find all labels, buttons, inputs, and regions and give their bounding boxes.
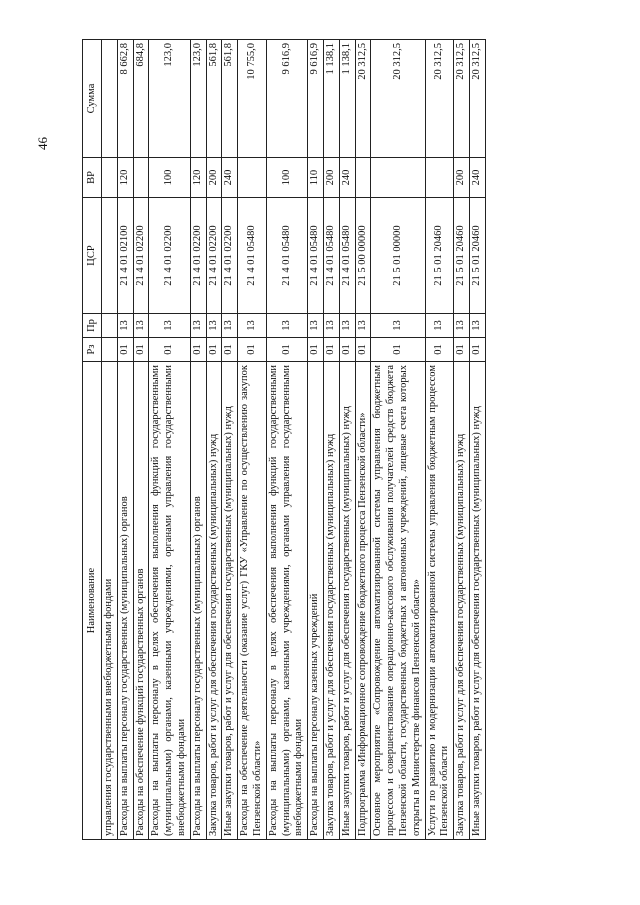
cell-sum: 8 662,8 <box>117 40 133 158</box>
cell-csr: 21 4 01 02200 <box>190 198 206 314</box>
cell-vr: 110 <box>308 158 324 198</box>
cell-name: Услуги по развитию и модернизации автоматизированной системы управления бюджетным процессом Пензенской области <box>425 362 454 840</box>
cell-pr: 13 <box>308 314 324 338</box>
cell-vr <box>102 158 118 198</box>
cell-csr: 21 4 01 02100 <box>117 198 133 314</box>
cell-rz: 01 <box>149 338 190 362</box>
cell-csr <box>102 198 118 314</box>
table-row <box>190 40 206 840</box>
cell-name: Подпрограмма «Информационное сопровождение бюджетного процесса Пензенской области» <box>355 362 371 840</box>
cell-vr <box>133 158 149 198</box>
cell-pr: 13 <box>149 314 190 338</box>
table-row <box>454 40 470 840</box>
cell-sum: 561,8 <box>206 40 222 158</box>
cell-rz: 01 <box>323 338 339 362</box>
cell-sum: 1 138,1 <box>339 40 355 158</box>
cell-vr: 100 <box>149 158 190 198</box>
cell-sum: 10 755,0 <box>238 40 267 158</box>
cell-vr: 120 <box>117 158 133 198</box>
cell-pr: 13 <box>339 314 355 338</box>
cell-name: Расходы на выплаты персоналу казенных учреждений <box>308 362 324 840</box>
cell-csr: 21 4 01 05480 <box>308 198 324 314</box>
cell-pr: 13 <box>266 314 307 338</box>
cell-rz: 01 <box>371 338 425 362</box>
table-row <box>149 40 190 840</box>
cell-sum: 123,0 <box>190 40 206 158</box>
header-rz: Рз <box>83 338 102 362</box>
cell-name: Расходы на обеспечение деятельности (оказание услуг) ГКУ «Управление по осуществлению закупок Пензенской области» <box>238 362 267 840</box>
cell-rz: 01 <box>133 338 149 362</box>
page-number: 46 <box>35 137 50 150</box>
table-row <box>266 40 307 840</box>
table-header-row <box>83 40 102 840</box>
rotated-table-container <box>82 40 582 840</box>
cell-name: Расходы на выплаты персоналу государственных (муниципальных) органов <box>117 362 133 840</box>
cell-csr: 21 4 01 02200 <box>206 198 222 314</box>
cell-vr: 240 <box>469 158 485 198</box>
cell-vr: 200 <box>206 158 222 198</box>
table-row <box>133 40 149 840</box>
cell-rz: 01 <box>355 338 371 362</box>
cell-name: Закупка товаров, работ и услуг для обеспечения государственных (муниципальных) нужд <box>323 362 339 840</box>
cell-name: Иные закупки товаров, работ и услуг для обеспечения государственных (муниципальных) нужд <box>339 362 355 840</box>
cell-vr <box>371 158 425 198</box>
cell-rz: 01 <box>238 338 267 362</box>
cell-pr <box>102 314 118 338</box>
cell-pr: 13 <box>425 314 454 338</box>
cell-vr: 240 <box>222 158 238 198</box>
cell-csr: 21 4 01 05480 <box>238 198 267 314</box>
cell-pr: 13 <box>454 314 470 338</box>
cell-vr: 200 <box>454 158 470 198</box>
cell-sum: 9 616,9 <box>266 40 307 158</box>
budget-table <box>82 39 486 840</box>
header-vr: ВР <box>83 158 102 198</box>
table-row <box>323 40 339 840</box>
cell-csr: 21 4 01 05480 <box>339 198 355 314</box>
cell-pr: 13 <box>190 314 206 338</box>
cell-name: Основное мероприятие «Сопровождение автоматизированной системы управления бюджетным процессом и совершенствование операционно-кассового обслуживания получателей средств бюджета Пензенской области, государственных бюджетных и автономных учреждений, лицевые счета которых открыты в Министерстве финансов Пензенской области» <box>371 362 425 840</box>
cell-sum: 123,0 <box>149 40 190 158</box>
cell-rz: 01 <box>190 338 206 362</box>
cell-pr: 13 <box>206 314 222 338</box>
table-row <box>238 40 267 840</box>
cell-rz: 01 <box>117 338 133 362</box>
cell-pr: 13 <box>469 314 485 338</box>
cell-name: Расходы на выплаты персоналу государственных (муниципальных) органов <box>190 362 206 840</box>
cell-name: Закупка товаров, работ и услуг для обеспечения государственных (муниципальных) нужд <box>206 362 222 840</box>
cell-csr: 21 4 01 02200 <box>133 198 149 314</box>
cell-sum: 1 138,1 <box>323 40 339 158</box>
cell-sum: 20 312,5 <box>469 40 485 158</box>
cell-vr <box>355 158 371 198</box>
header-pr: Пр <box>83 314 102 338</box>
table-row <box>117 40 133 840</box>
cell-vr <box>238 158 267 198</box>
cell-pr: 13 <box>222 314 238 338</box>
header-sum: Сумма <box>83 40 102 158</box>
table-row <box>206 40 222 840</box>
cell-csr: 21 4 01 05480 <box>323 198 339 314</box>
table-row <box>371 40 425 840</box>
cell-pr: 13 <box>117 314 133 338</box>
cell-pr: 13 <box>133 314 149 338</box>
cell-vr: 200 <box>323 158 339 198</box>
cell-rz <box>102 338 118 362</box>
cell-name: Расходы на выплаты персоналу в целях обеспечения выполнения функций государственными (муниципальными) органами, казенными учреждениями, органами управления государственными внебюджетными фондами <box>266 362 307 840</box>
table-row <box>339 40 355 840</box>
table-row <box>308 40 324 840</box>
cell-rz: 01 <box>308 338 324 362</box>
cell-pr: 13 <box>238 314 267 338</box>
cell-csr: 21 5 01 00000 <box>371 198 425 314</box>
cell-sum: 20 312,5 <box>454 40 470 158</box>
cell-csr: 21 4 01 05480 <box>266 198 307 314</box>
cell-rz: 01 <box>425 338 454 362</box>
cell-rz: 01 <box>339 338 355 362</box>
header-csr: ЦСР <box>83 198 102 314</box>
table-row <box>355 40 371 840</box>
cell-rz: 01 <box>266 338 307 362</box>
table-row <box>222 40 238 840</box>
cell-rz: 01 <box>222 338 238 362</box>
cell-pr: 13 <box>371 314 425 338</box>
cell-pr: 13 <box>323 314 339 338</box>
cell-sum <box>102 40 118 158</box>
table-row <box>102 40 118 840</box>
cell-pr: 13 <box>355 314 371 338</box>
cell-sum: 20 312,5 <box>355 40 371 158</box>
cell-name: Закупка товаров, работ и услуг для обеспечения государственных (муниципальных) нужд <box>454 362 470 840</box>
cell-name: Расходы на выплаты персоналу в целях обеспечения выполнения функций государственными (муниципальными) органами, казенными учреждениями, органами управления государственными внебюджетными фондами <box>149 362 190 840</box>
cell-csr: 21 5 01 20460 <box>425 198 454 314</box>
cell-rz: 01 <box>454 338 470 362</box>
cell-csr: 21 5 01 20460 <box>469 198 485 314</box>
cell-name: Иные закупки товаров, работ и услуг для обеспечения государственных (муниципальных) нужд <box>222 362 238 840</box>
cell-sum: 20 312,5 <box>371 40 425 158</box>
cell-sum: 561,8 <box>222 40 238 158</box>
cell-rz: 01 <box>469 338 485 362</box>
cell-vr <box>425 158 454 198</box>
cell-csr: 21 4 01 02200 <box>222 198 238 314</box>
table-row <box>469 40 485 840</box>
cell-csr: 21 5 01 20460 <box>454 198 470 314</box>
table-body <box>102 40 486 840</box>
table-row <box>425 40 454 840</box>
cell-rz: 01 <box>206 338 222 362</box>
cell-name: Иные закупки товаров, работ и услуг для обеспечения государственных (муниципальных) нужд <box>469 362 485 840</box>
cell-csr: 21 4 01 02200 <box>149 198 190 314</box>
cell-name: Расходы на обеспечение функций государственных органов <box>133 362 149 840</box>
cell-sum: 9 616,9 <box>308 40 324 158</box>
cell-sum: 20 312,5 <box>425 40 454 158</box>
header-name: Наименование <box>83 362 102 840</box>
cell-sum: 684,8 <box>133 40 149 158</box>
cell-vr: 240 <box>339 158 355 198</box>
cell-vr: 120 <box>190 158 206 198</box>
cell-name: управления государственными внебюджетными фондами <box>102 362 118 840</box>
cell-vr: 100 <box>266 158 307 198</box>
cell-csr: 21 5 00 00000 <box>355 198 371 314</box>
